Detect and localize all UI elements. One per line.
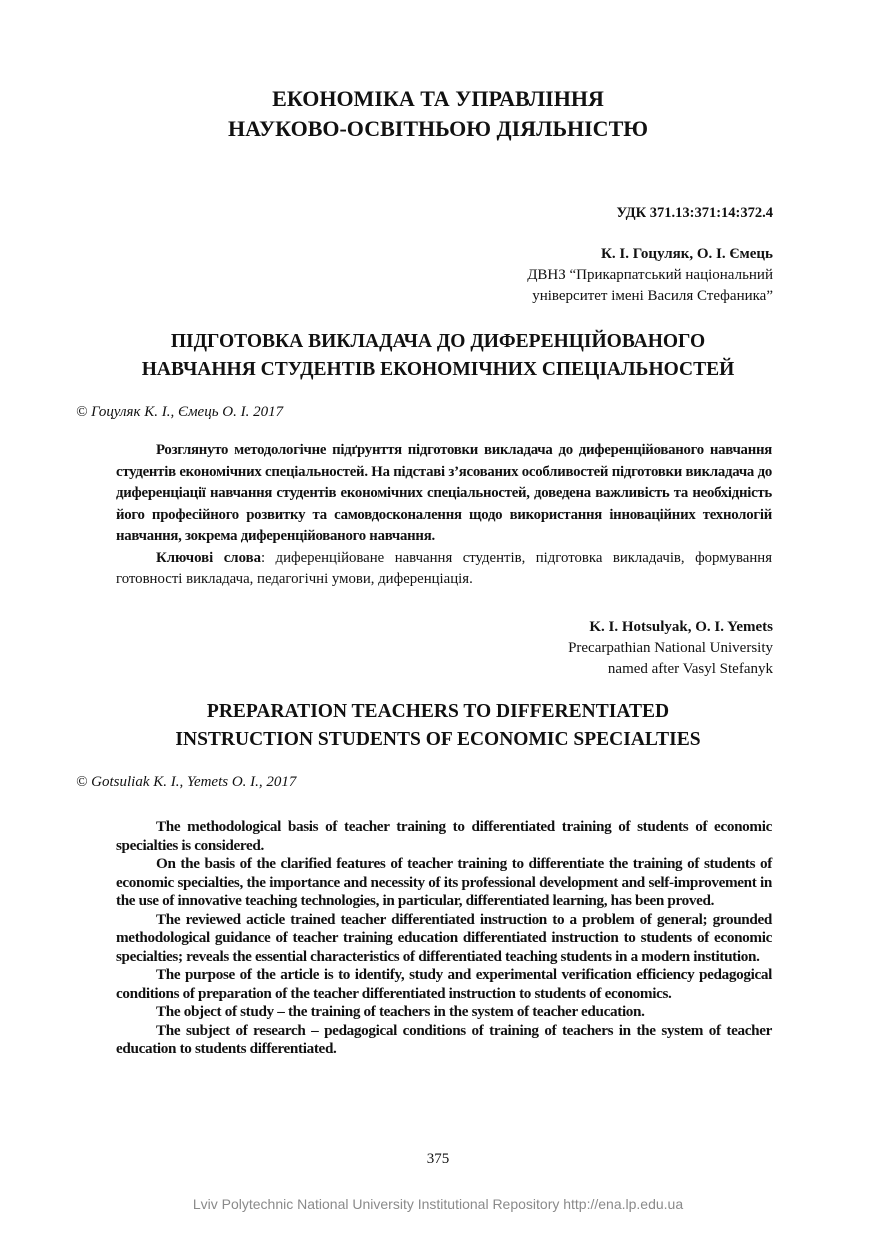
- author-names: K. I. Hotsulyak, O. I. Yemets: [589, 619, 773, 635]
- keywords-text: : диференційоване навчання студентів, підготовка викладачів, формування готовності викладача, педагогічні умови, диференціація.: [116, 549, 772, 587]
- affiliation-line: Precarpathian National University: [568, 640, 773, 656]
- copyright-en: © Gotsuliak K. I., Yemets O. I., 2017: [76, 774, 297, 790]
- authors-ua: [527, 244, 773, 307]
- section-title-line: НАУКОВО-ОСВІТНЬОЮ ДІЯЛЬНІСТЮ: [227, 116, 649, 141]
- title-line: PREPARATION TEACHERS TO DIFFERENTIATED: [206, 701, 670, 722]
- abstract-ua: [116, 440, 772, 591]
- page-number: 375: [426, 1151, 450, 1167]
- udc-code: УДК 371.13:371:14:372.4: [616, 205, 773, 221]
- title-line: INSTRUCTION STUDENTS OF ECONOMIC SPECIALTIES: [175, 729, 701, 750]
- section-title-line: ЕКОНОМІКА ТА УПРАВЛІННЯ: [272, 86, 604, 111]
- abstract-paragraph: The reviewed acticle trained teacher differentiated instruction to a problem of general; grounded methodological guidance of teacher training education differentiated instruction to students of economic specialties; reveals the essential characteristics of differentiated teaching students in a modern institution.: [116, 910, 772, 965]
- author-names: К. І. Гоцуляк, О. І. Ємець: [600, 246, 773, 262]
- keywords: [116, 548, 772, 591]
- affiliation-line: named after Vasyl Stefanyk: [607, 661, 773, 677]
- affiliation-line: університет імені Василя Стефаника”: [532, 288, 773, 304]
- abstract-en: [116, 818, 772, 1059]
- abstract-paragraph: The object of study – the training of teachers in the system of teacher education.: [156, 1003, 645, 1020]
- repository-footer: Lviv Polytechnic National University Institutional Repository http://ena.lp.edu.ua: [192, 1196, 684, 1212]
- keywords-label: Ключові слова: [156, 549, 261, 566]
- abstract-paragraph: The purpose of the article is to identify, study and experimental verification efficiency pedagogical conditions of preparation of the teacher differentiated instruction to students of economics.: [116, 966, 772, 1002]
- article-title-en: [0, 698, 876, 754]
- abstract-paragraph: The methodological basis of teacher training to differentiated training of students of economic specialties is considered.: [116, 818, 772, 854]
- copyright-ua: © Гоцуляк К. І., Ємець О. І. 2017: [76, 404, 284, 420]
- affiliation-line: ДВНЗ “Прикарпатський національний: [527, 267, 773, 283]
- abstract-paragraph: The subject of research – pedagogical conditions of training of teachers in the system of teacher education to students differentiated.: [116, 1021, 772, 1057]
- section-title: [0, 84, 876, 144]
- abstract-paragraph: On the basis of the clarified features of teacher training to differentiate the training of students of economic specialties, the importance and necessity of its professional development and self-improvement in the use of innovative teaching technologies, in particular, differentiated learning, has been proved.: [116, 855, 772, 909]
- article-title-ua: [0, 328, 876, 384]
- abstract-paragraph: Розглянуто методологічне підґрунття підготовки викладача до диференційованого навчання студентів економічних спеціальностей. На підставі з’ясованих особливостей підготовки викладача до диференціації навчання студентів економічних спеціальностей, доведена важливість та необхідність його професійного розвитку та самовдосконалення щодо використання інноваційних технологій навчання, зокрема диференційованого навчання.: [116, 442, 772, 544]
- title-line: НАВЧАННЯ СТУДЕНТІВ ЕКОНОМІЧНИХ СПЕЦІАЛЬНОСТЕЙ: [141, 359, 735, 380]
- authors-en: [568, 617, 773, 680]
- title-line: ПІДГОТОВКА ВИКЛАДАЧА ДО ДИФЕРЕНЦІЙОВАНОГО: [170, 331, 706, 352]
